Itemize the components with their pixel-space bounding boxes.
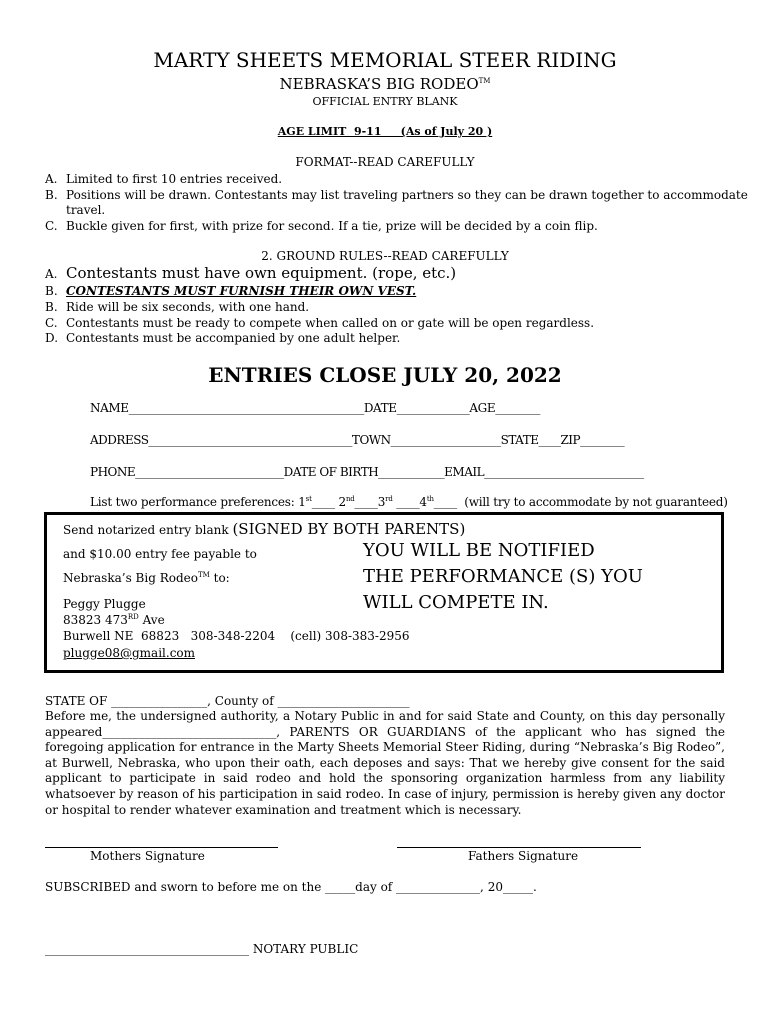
ground-rules-heading: 2. GROUND RULES--READ CAREFULLY (261, 249, 509, 263)
contact-street-address (63, 613, 165, 627)
phone-dob-email-line[interactable]: PHONE___________________________DATE OF BIRTH____________EMAIL_____________________________ (90, 465, 644, 479)
preferences-blank-1: ____ 2 (311, 495, 346, 509)
rule-letter: B. (45, 300, 58, 314)
subtitle-text: NEBRASKA’S BIG RODEO (279, 75, 479, 93)
rule-letter: A. (45, 267, 58, 281)
payee-suffix: to: (209, 571, 230, 585)
signed-by-parents: (SIGNED BY BOTH PARENTS) (232, 520, 466, 538)
rule-letter: C. (45, 316, 58, 330)
contact-name: Peggy Plugge (63, 597, 146, 611)
mothers-signature-label: Mothers Signature (90, 849, 205, 863)
notice-line: YOU WILL BE NOTIFIED (363, 540, 595, 561)
ordinal-th: th (426, 495, 434, 503)
mothers-signature-line[interactable] (45, 847, 278, 848)
ordinal-st: st (305, 495, 312, 503)
address-town-state-zip-line[interactable]: ADDRESS_____________________________________TOWN____________________STATE____ZIP________ (90, 433, 625, 447)
ordinal-nd: nd (345, 495, 355, 503)
format-item-letter: B. (45, 188, 58, 202)
fathers-signature-label: Fathers Signature (468, 849, 579, 863)
rule-item: Contestants must be accompanied by one adult helper. (66, 331, 401, 345)
send-text: Send notarized entry blank (63, 523, 233, 537)
format-item: travel. (66, 203, 106, 217)
format-item-letter: A. (45, 172, 58, 186)
rule-item: Ride will be six seconds, with one hand. (66, 300, 310, 314)
entry-blank-label: OFFICIAL ENTRY BLANK (312, 95, 458, 108)
format-item: Limited to first 10 entries received. (66, 172, 283, 186)
preferences-prefix: List two performance preferences: 1 (90, 495, 306, 509)
fathers-signature-line[interactable] (397, 847, 641, 848)
rule-letter: B. (45, 284, 58, 298)
performance-preferences-line[interactable] (90, 495, 728, 509)
subscribed-line[interactable]: SUBSCRIBED and sworn to before me on the _____day of ______________, 20_____. (45, 880, 537, 894)
street-number: 83823 473 (63, 613, 128, 627)
rule-letter: D. (45, 331, 59, 345)
name-date-age-line[interactable]: NAME__________________________________________DATE_____________AGE________ (90, 401, 541, 415)
format-item: Positions will be drawn. Contestants may list traveling partners so they can be drawn together to accommodate (66, 188, 748, 202)
notice-line: THE PERFORMANCE (S) YOU (363, 566, 643, 587)
form-subtitle (0, 75, 770, 93)
format-item-letter: C. (45, 219, 58, 233)
contact-email-link[interactable]: plugge08@gmail.com (63, 646, 196, 660)
preferences-suffix: ____ (will try to accommodate by not guaranteed) (433, 495, 728, 509)
form-title: MARTY SHEETS MEMORIAL STEER RIDING (153, 48, 617, 72)
trademark-mark: TM (478, 77, 491, 85)
payee-text (63, 571, 230, 585)
state-county-line[interactable]: STATE OF ________________, County of ______________________ (45, 694, 410, 708)
street-ordinal: RD (127, 613, 139, 621)
rule-item-vest: CONTESTANTS MUST FURNISH THEIR OWN VEST. (66, 284, 417, 298)
entries-close-heading: ENTRIES CLOSE JULY 20, 2022 (208, 363, 562, 387)
format-item: Buckle given for first, with prize for second. If a tie, prize will be decided by a coin flip. (66, 219, 598, 233)
notice-line: WILL COMPETE IN. (363, 592, 549, 613)
notary-public-line[interactable]: __________________________________ NOTARY PUBLIC (45, 942, 359, 956)
payee-name: Nebraska’s Big Rodeo (63, 571, 198, 585)
preferences-blank-3: ____4 (392, 495, 427, 509)
fee-text: and $10.00 entry fee payable to (63, 547, 257, 561)
payee-trademark: TM (197, 571, 210, 579)
rule-item: Contestants must have own equipment. (rope, etc.) (66, 264, 457, 282)
ordinal-rd: rd (385, 495, 393, 503)
consent-paragraph: Before me, the undersigned authority, a Notary Public in and for said State and County, on this day personally appeared_____________________________, PARENTS OR GUARDIANS of the applicant who has signed the foregoing application for entrance in the Marty Sheets Memorial Steer Riding, during “Nebraska’s Big Rodeo”, at Burwell, Nebraska, who upon their oath, each deposes and says: That we hereby give consent for the said applicant to participate in said rodeo and hold the sponsoring organization harmless from any liability whatsoever by reason of his participation in said rodeo. In case of injury, permission is hereby given any doctor or hospital to render whatever examination and treatment which is necessary. (45, 709, 725, 817)
preferences-blank-2: ____3 (354, 495, 386, 509)
format-heading: FORMAT--READ CAREFULLY (295, 155, 475, 169)
contact-city-phones: Burwell NE 68823 308-348-2204 (cell) 308-383-2956 (63, 629, 410, 643)
street-suffix: Ave (138, 613, 165, 627)
age-limit: AGE LIMIT 9-11 (As of July 20 ) (277, 125, 493, 138)
send-instructions (63, 520, 465, 538)
rule-item: Contestants must be ready to compete when called on or gate will be open regardless. (66, 316, 595, 330)
